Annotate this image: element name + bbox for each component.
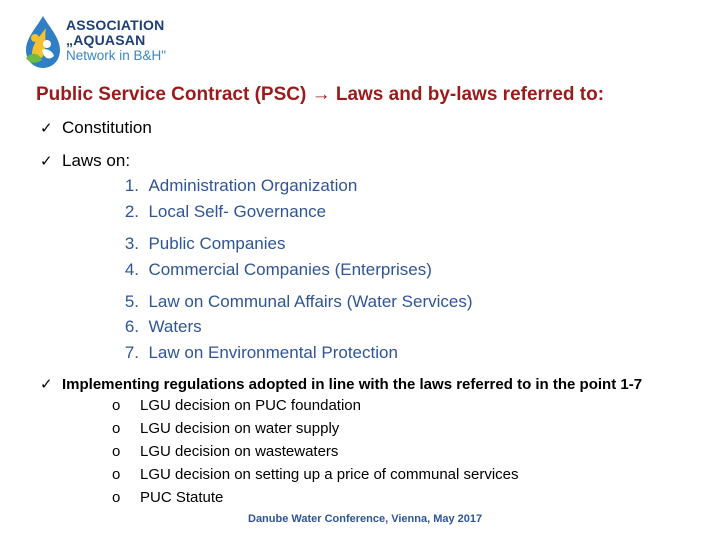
- regulation-item: [112, 443, 338, 460]
- regulation-item: [112, 397, 361, 414]
- law-label: Waters: [148, 317, 202, 336]
- law-label: Commercial Companies (Enterprises): [148, 260, 432, 279]
- law-label: Law on Environmental Protection: [148, 343, 398, 362]
- bullet-icon: o: [112, 466, 121, 483]
- law-number: 6.: [124, 317, 139, 336]
- law-item: [110, 343, 398, 363]
- checkmark-icon: ✓: [40, 376, 53, 393]
- checklist-item-implementing: [40, 375, 642, 393]
- law-item: [110, 292, 473, 312]
- checklist-item-laws-on: [40, 151, 130, 171]
- regulation-label: PUC Statute: [140, 489, 224, 506]
- logo-line-association: ASSOCIATION: [66, 17, 165, 33]
- checklist-item-label: Laws on:: [62, 151, 131, 170]
- checklist-item-label: Constitution: [62, 118, 152, 137]
- regulation-item: [112, 489, 223, 506]
- bullet-icon: o: [112, 420, 121, 437]
- regulation-item: [112, 466, 519, 483]
- association-logo: [22, 14, 222, 70]
- regulation-label: LGU decision on wastewaters: [140, 443, 339, 460]
- checkmark-icon: ✓: [40, 153, 53, 170]
- law-number: 4.: [124, 260, 139, 279]
- law-label: Local Self- Governance: [148, 202, 327, 221]
- law-number: 7.: [124, 343, 139, 362]
- checklist-item-label: Implementing regulations adopted in line with the laws referred to in the point 1-7: [62, 376, 643, 393]
- law-item: [110, 202, 326, 222]
- bullet-icon: o: [112, 397, 121, 414]
- checkmark-icon: ✓: [40, 120, 53, 137]
- water-drop-figures-icon: [22, 14, 64, 70]
- logo-line-network: Network in B&H": [66, 48, 167, 63]
- law-label: Public Companies: [148, 234, 286, 253]
- regulation-label: LGU decision on setting up a price of communal services: [140, 466, 519, 483]
- regulation-item: [112, 420, 339, 437]
- law-item: [110, 317, 202, 337]
- footer-conference: Danube Water Conference, Vienna, May 2017: [248, 513, 483, 525]
- law-label: Administration Organization: [148, 176, 358, 195]
- bullet-icon: o: [112, 489, 121, 506]
- law-number: 1.: [124, 176, 139, 195]
- regulation-label: LGU decision on PUC foundation: [140, 397, 361, 414]
- law-item: [110, 260, 432, 280]
- bullet-icon: o: [112, 443, 121, 460]
- law-item: [110, 176, 357, 196]
- slide-title: Public Service Contract (PSC) → Laws and by-laws referred to:: [36, 84, 605, 105]
- law-number: 5.: [124, 292, 139, 311]
- law-label: Law on Communal Affairs (Water Services): [148, 292, 473, 311]
- law-item: [110, 234, 285, 254]
- checklist-item-constitution: [40, 118, 152, 138]
- regulation-label: LGU decision on water supply: [140, 420, 340, 437]
- law-number: 2.: [124, 202, 139, 221]
- law-number: 3.: [124, 234, 139, 253]
- logo-line-aquasan: „AQUASAN: [66, 32, 146, 48]
